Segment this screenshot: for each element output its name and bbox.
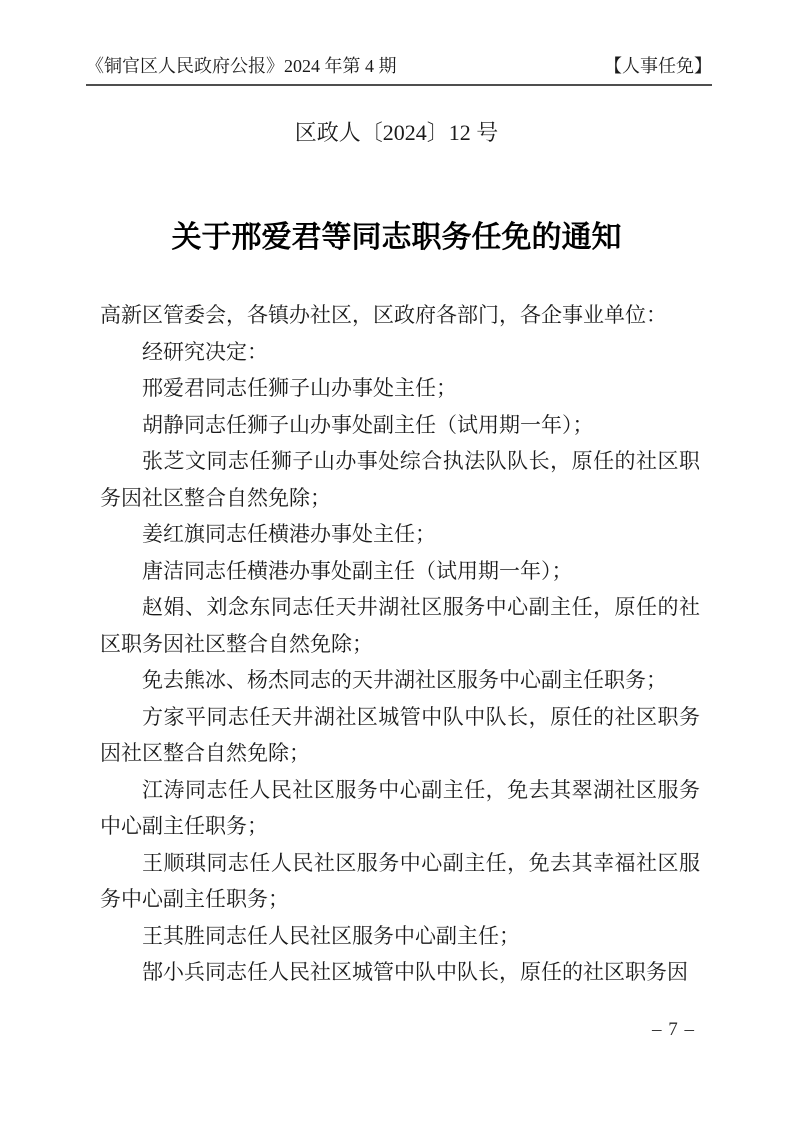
document-paragraph: 方家平同志任天井湖社区城管中队中队长，原任的社区职务因社区整合自然免除； [100, 704, 700, 765]
document-paragraph: 王其胜同志任人民社区服务中心副主任； [142, 923, 520, 948]
document-paragraph: 郜小兵同志任人民社区城管中队中队长，原任的社区职务因 [142, 960, 688, 984]
page-number: – 7 – [652, 1019, 695, 1040]
paragraph-list [100, 334, 700, 991]
document-paragraph: 邢爱君同志任狮子山办事处主任； [142, 376, 457, 400]
section-label: 【人事任免】 [604, 56, 712, 76]
document-paragraph: 经研究决定： [142, 339, 268, 364]
document-paragraph: 胡静同志任狮子山办事处副主任（试用期一年）； [142, 412, 594, 437]
document-paragraph: 免去熊冰、杨杰同志的天井湖社区服务中心副主任职务； [142, 668, 667, 692]
document-paragraph: 唐洁同志任横港办事处副主任（试用期一年）； [142, 558, 573, 583]
document-body [100, 297, 700, 991]
running-header [86, 56, 712, 86]
gazette-issue-label: 《铜官区人民政府公报》2024 年第 4 期 [86, 56, 397, 76]
document-paragraph: 张芝文同志任狮子山办事处综合执法队队长，原任的社区职务因社区整合自然免除； [100, 449, 700, 510]
document-reference-number: 区政人〔2024〕12 号 [294, 120, 499, 145]
document-paragraph: 王顺琪同志任人民社区服务中心副主任，免去其幸福社区服务中心副主任职务； [100, 850, 700, 911]
document-paragraph: 姜红旗同志任横港办事处主任； [142, 522, 436, 546]
document-title: 关于邢爱君等同志职务任免的通知 [171, 221, 622, 254]
salutation-line: 高新区管委会，各镇办社区，区政府各部门，各企事业单位： [100, 303, 667, 327]
document-paragraph: 赵娟、刘念东同志任天井湖社区服务中心副主任，原任的社区职务因社区整合自然免除； [100, 595, 700, 656]
document-paragraph: 江涛同志任人民社区服务中心副主任，免去其翠湖社区服务中心副主任职务； [100, 777, 700, 838]
